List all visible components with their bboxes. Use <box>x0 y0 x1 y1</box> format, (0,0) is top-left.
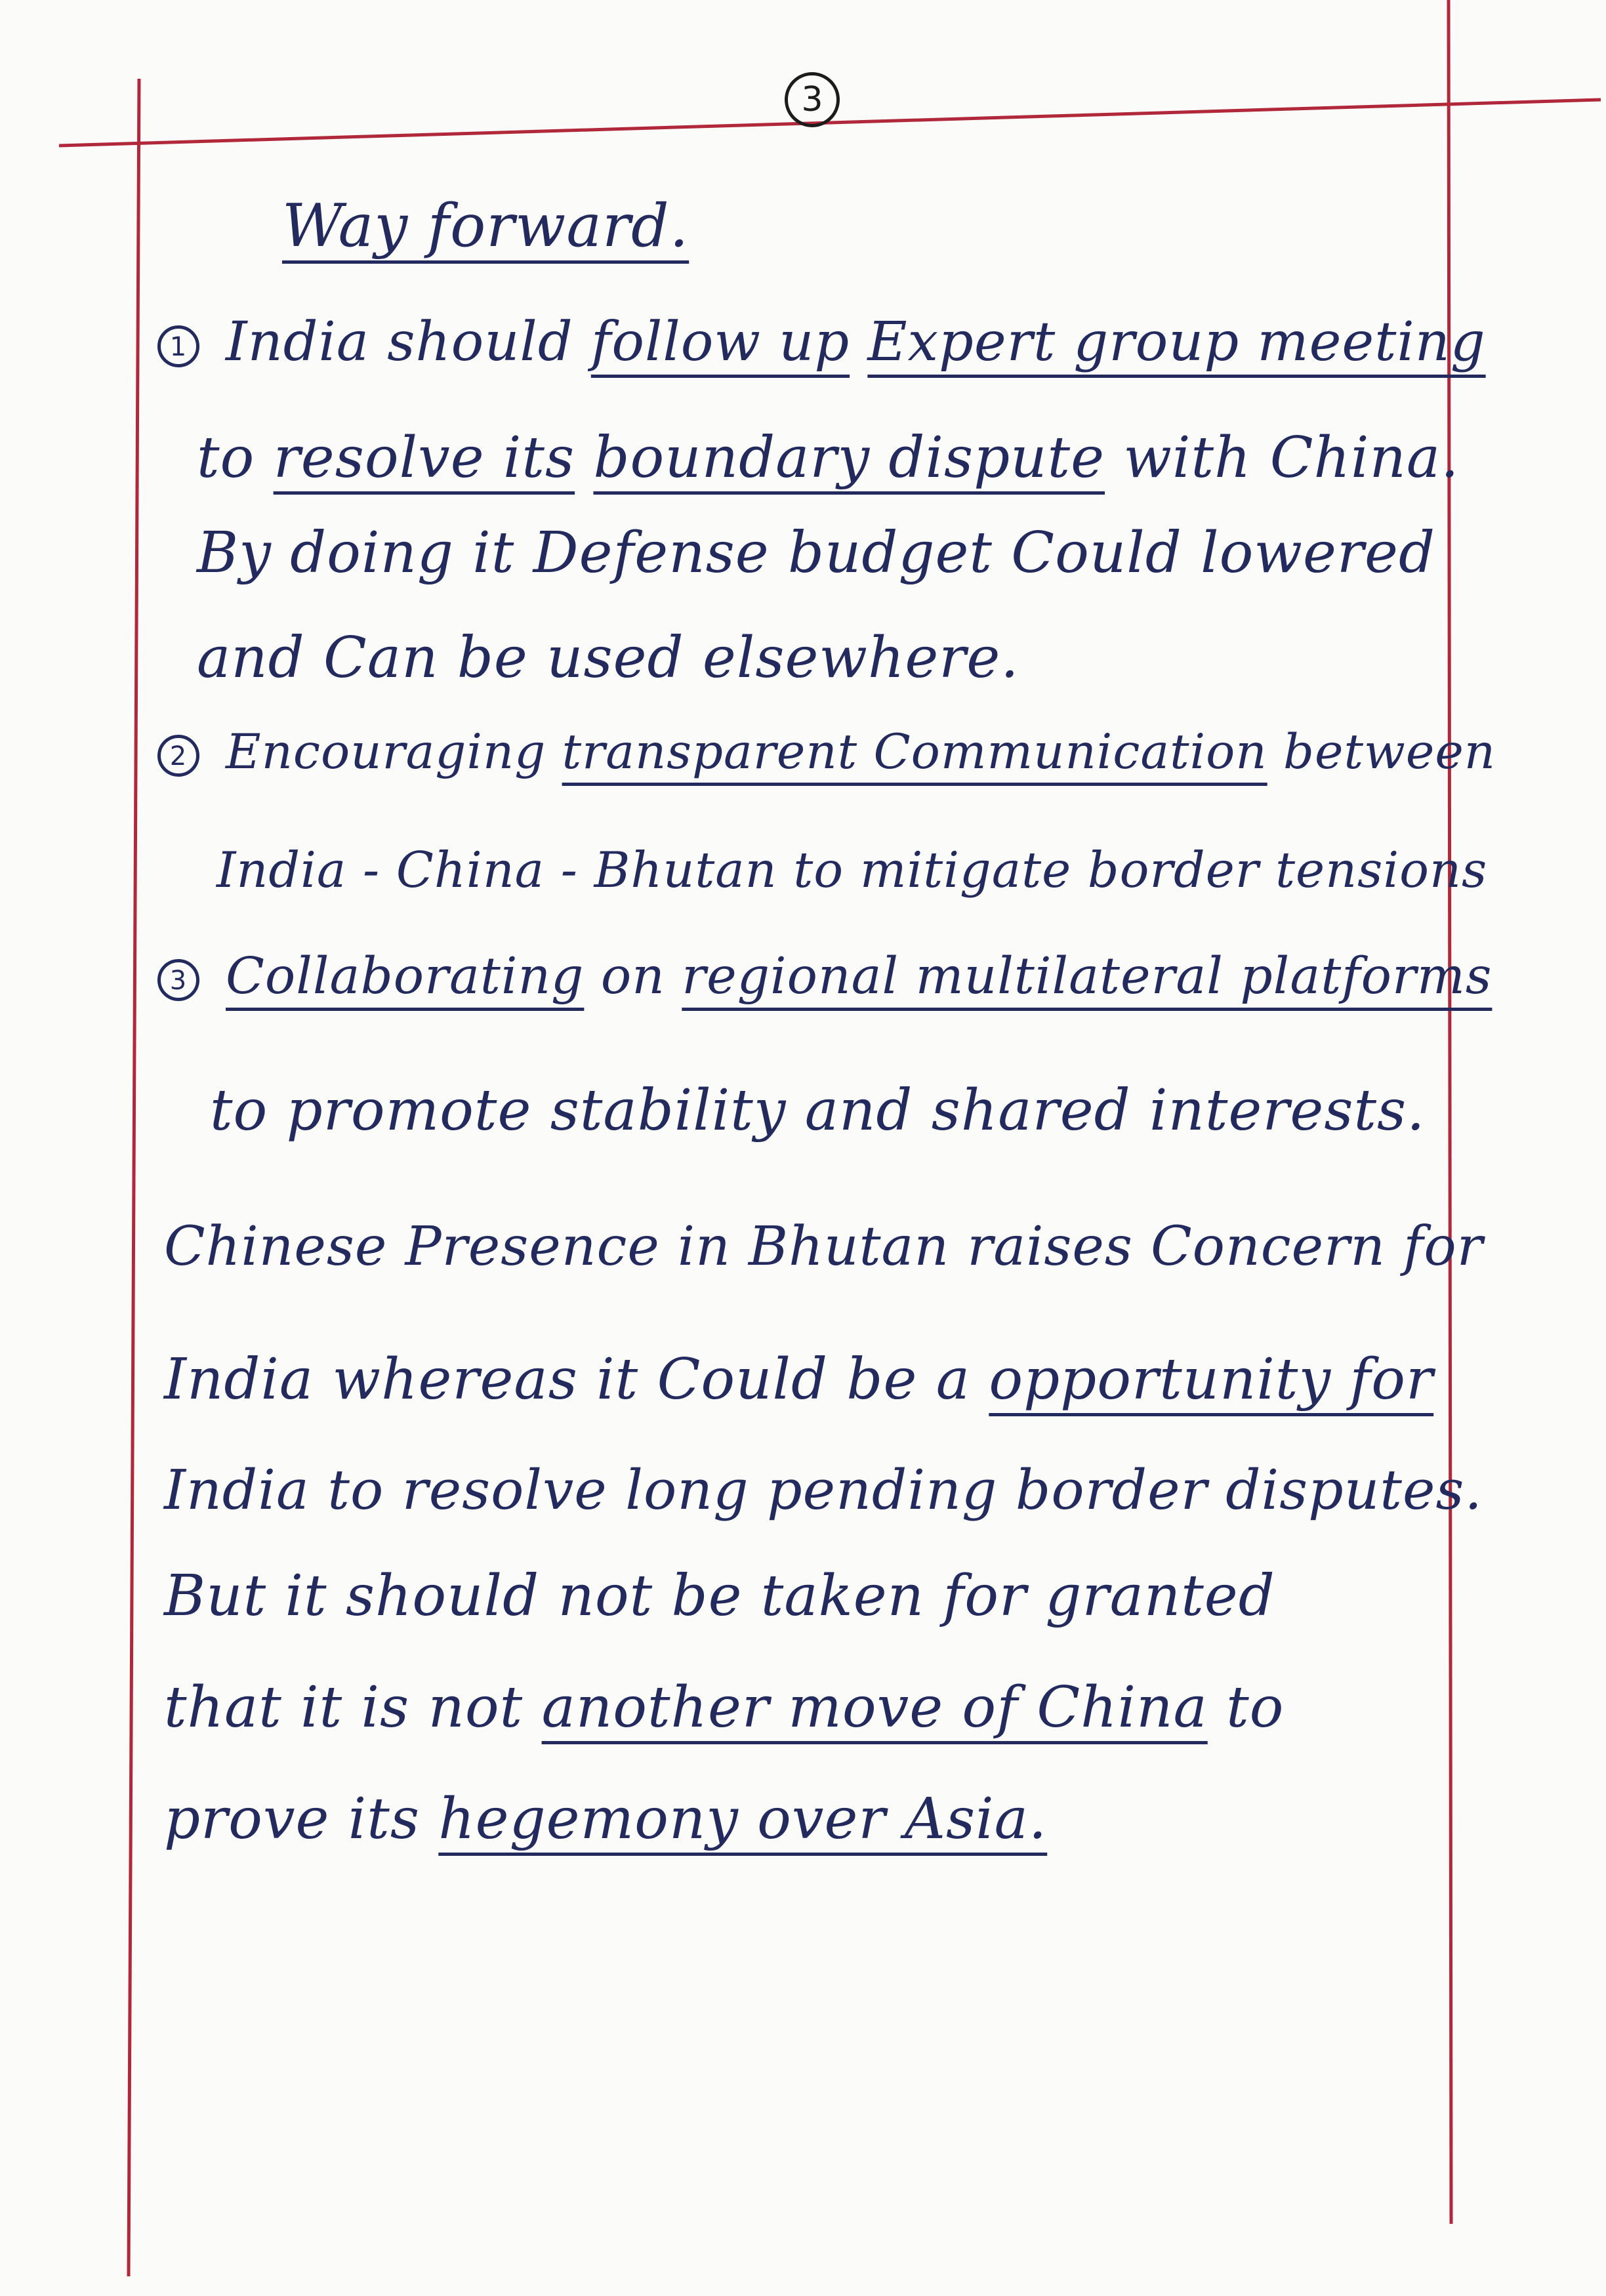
point-1-line <box>197 520 1435 586</box>
text-segment <box>575 425 593 491</box>
underlined-text: another move of China <box>541 1675 1208 1740</box>
point-1-line <box>157 310 1486 373</box>
point-3-line <box>210 1078 1426 1143</box>
text-segment: between <box>1267 724 1496 780</box>
point-3-line <box>157 947 1493 1006</box>
underlined-text: Collaborating <box>226 947 585 1006</box>
heading <box>282 192 690 260</box>
text-segment: to promote stability and shared interests. <box>210 1078 1426 1143</box>
point-number-badge: 3 <box>157 959 199 1001</box>
underlined-text: boundary dispute <box>593 425 1105 491</box>
conclusion-line <box>164 1216 1483 1278</box>
underlined-text: follow up <box>590 310 850 373</box>
text-segment: to <box>197 425 274 491</box>
text-segment: India - China - Bhutan to mitigate border tensions <box>216 842 1488 899</box>
conclusion-line <box>164 1786 1048 1852</box>
point-2-line <box>157 724 1496 780</box>
point-1-line <box>197 425 1460 491</box>
left-margin-line <box>129 79 139 2276</box>
underlined-text: opportunity for <box>989 1347 1434 1412</box>
text-segment: Chinese Presence in Bhutan raises Concern for <box>164 1216 1483 1278</box>
text-segment: But it should not be taken for granted <box>164 1563 1275 1629</box>
conclusion-line <box>164 1563 1275 1629</box>
conclusion-line <box>164 1458 1483 1522</box>
text-segment: to <box>1207 1675 1285 1740</box>
underlined-text: transparent Communication <box>562 724 1267 780</box>
text-segment: that it is not <box>164 1675 542 1740</box>
underlined-text: regional multilateral platforms <box>682 947 1493 1006</box>
underlined-text: resolve its <box>273 425 575 491</box>
text-segment: with China. <box>1105 425 1460 491</box>
underlined-text: Expert group meeting <box>867 310 1486 373</box>
text-segment: By doing it Defense budget Could lowered <box>197 520 1435 586</box>
point-2-line <box>216 842 1488 899</box>
underlined-text: hegemony over Asia. <box>438 1786 1048 1852</box>
heading-text: Way forward. <box>282 192 690 260</box>
text-segment <box>850 310 867 373</box>
text-segment: India whereas it Could be a <box>164 1347 989 1412</box>
conclusion-line <box>164 1347 1434 1412</box>
page-number: 3 <box>785 72 840 127</box>
text-segment: and Can be used elsewhere. <box>197 625 1019 691</box>
text-segment: Encouraging <box>226 724 562 780</box>
point-number-badge: 2 <box>157 735 199 777</box>
text-segment: India to resolve long pending border disputes. <box>164 1458 1483 1522</box>
text-segment: on <box>584 947 682 1006</box>
point-number-badge: 1 <box>157 325 199 367</box>
text-segment: prove its <box>164 1786 439 1852</box>
conclusion-line <box>164 1675 1285 1740</box>
point-1-line <box>197 625 1019 691</box>
text-segment: India should <box>226 310 591 373</box>
